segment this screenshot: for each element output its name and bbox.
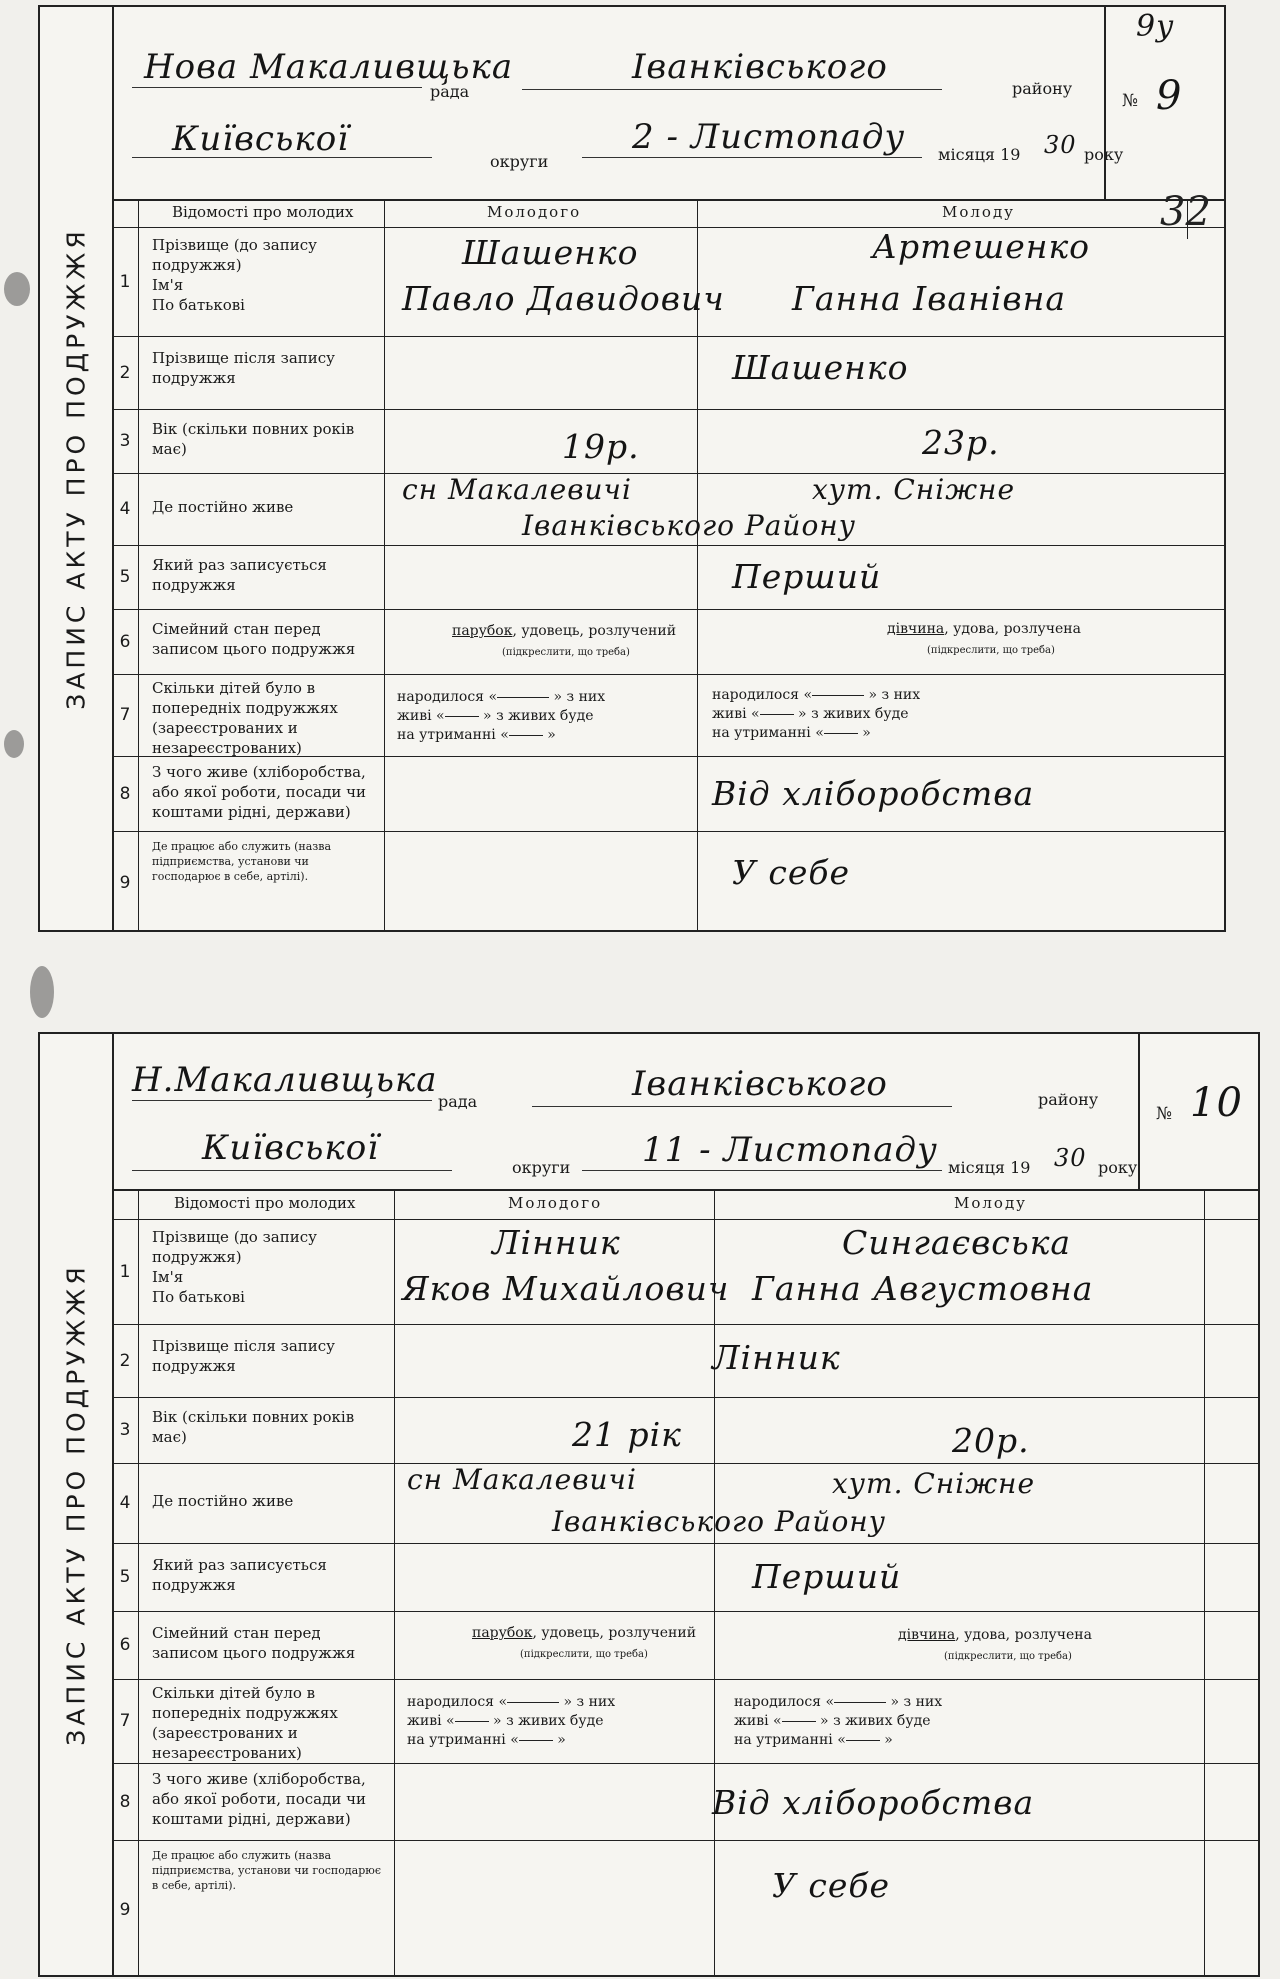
joint-surname: Лінник bbox=[712, 1338, 841, 1377]
groom-marital-selected: парубок bbox=[452, 623, 513, 639]
supported-label: на утриманні « bbox=[712, 725, 824, 741]
groom-age: 21 рік bbox=[572, 1415, 682, 1454]
bride-residence: хут. Сніжне bbox=[832, 1467, 1036, 1500]
born-dash bbox=[834, 1702, 886, 1703]
ink-blot bbox=[30, 966, 54, 1018]
row-number: 6 bbox=[119, 631, 131, 652]
record-header-1 bbox=[112, 7, 1224, 201]
of-them-label: » з них bbox=[868, 687, 921, 703]
row-number: 9 bbox=[119, 1899, 131, 1920]
row-question: Який раз записується подружжя bbox=[152, 556, 327, 594]
born-label: народилося « bbox=[407, 1694, 508, 1710]
row-question: Сімейний стан перед записом цього подружжя bbox=[152, 620, 356, 658]
council-line bbox=[132, 87, 422, 88]
bride-age: 20р. bbox=[952, 1421, 1030, 1460]
table-row bbox=[112, 609, 1224, 675]
council-label: рада bbox=[438, 1092, 478, 1111]
row-number: 3 bbox=[119, 431, 131, 451]
col-info-header: Відомості про молодих bbox=[172, 203, 354, 221]
of-them-label: » з них bbox=[553, 689, 606, 705]
side-title-2 bbox=[40, 1034, 114, 1975]
close-quote: » bbox=[557, 1732, 566, 1748]
row-number: 8 bbox=[119, 1791, 131, 1812]
row-number: 2 bbox=[119, 362, 131, 383]
groom-marital-options: парубок, удовець, розлучений bbox=[452, 623, 677, 639]
marriage-count: Перший bbox=[732, 557, 882, 596]
table-row bbox=[112, 409, 1224, 474]
table-row bbox=[112, 473, 1224, 546]
ink-blot bbox=[4, 272, 30, 306]
bride-age: 23р. bbox=[922, 423, 1000, 462]
region-value: Київської bbox=[202, 1128, 380, 1168]
district-line bbox=[532, 1106, 952, 1107]
bride-name: Ганна Августовна bbox=[752, 1269, 1094, 1308]
row-question: З чого живе (хліборобства, або якої роботи, посади чи коштами рідні, держави) bbox=[152, 1770, 367, 1828]
row-question: Де працює або служить (назва підприємства, установи чи господарює в себе, артілі). bbox=[152, 1849, 381, 1892]
bride-marital-options: дівчина, удова, розлучена bbox=[898, 1627, 1092, 1643]
supported-dash bbox=[824, 733, 858, 734]
born-dash bbox=[497, 697, 549, 698]
of-alive-label: » з живих буде bbox=[820, 1713, 931, 1729]
table-row bbox=[112, 756, 1224, 832]
alive-dash bbox=[455, 1721, 489, 1722]
table-row bbox=[112, 1543, 1258, 1612]
side-title-text: ЗАПИС АКТУ ПРО ПОДРУЖЖЯ bbox=[61, 1263, 91, 1746]
bride-marital-selected: дівчина bbox=[898, 1627, 956, 1643]
bride-surname: Артешенко bbox=[872, 227, 1091, 266]
row-number: 7 bbox=[119, 705, 131, 725]
row-number: 4 bbox=[119, 499, 131, 519]
table-row bbox=[112, 1324, 1258, 1398]
alive-dash bbox=[782, 1721, 816, 1722]
bride-residence: хут. Сніжне bbox=[812, 473, 1016, 506]
workplace: У себе bbox=[732, 853, 851, 892]
groom-children bbox=[407, 1693, 615, 1750]
year-label: року bbox=[1084, 145, 1124, 164]
marriage-record-form-1 bbox=[38, 5, 1226, 932]
month-label: місяця 19 bbox=[938, 145, 1021, 164]
groom-marital-options: парубок, удовець, розлучений bbox=[472, 1625, 697, 1641]
occupation: Від хліборобства bbox=[712, 774, 1035, 813]
groom-name: Павло Давидович bbox=[402, 279, 725, 318]
born-dash bbox=[812, 695, 864, 696]
supported-dash bbox=[519, 1740, 553, 1741]
row-question: Скільки дітей було в попередніх подружжях (зареєстрованих и незареєстрованих) bbox=[152, 1684, 338, 1762]
alive-label: живі « bbox=[712, 706, 760, 722]
row-number: 6 bbox=[119, 1635, 131, 1655]
marriage-record-form-2 bbox=[38, 1032, 1260, 1977]
row-number: 3 bbox=[119, 1420, 131, 1440]
groom-surname: Лінник bbox=[492, 1223, 621, 1262]
supported-label: на утриманні « bbox=[407, 1732, 519, 1748]
row-question: Скільки дітей було в попередніх подружжях (зареєстрованих и незареєстрованих) bbox=[152, 679, 338, 757]
record-number: 9 bbox=[1156, 73, 1183, 119]
close-quote: » bbox=[884, 1732, 893, 1748]
record-number-box bbox=[1104, 7, 1224, 199]
table-row bbox=[112, 1219, 1258, 1325]
table-row bbox=[112, 227, 1224, 337]
district-value: Іванківського bbox=[632, 1064, 888, 1104]
district-value: Іванківського bbox=[632, 47, 888, 87]
close-quote: » bbox=[862, 725, 871, 741]
row-number: 1 bbox=[119, 1261, 131, 1282]
col-groom-header: Молодого bbox=[487, 203, 582, 221]
date-line bbox=[582, 1170, 942, 1171]
table-row bbox=[112, 1840, 1258, 1979]
row-number: 5 bbox=[119, 567, 131, 587]
alive-dash bbox=[445, 716, 479, 717]
groom-surname: Шашенко bbox=[462, 233, 639, 272]
groom-age: 19р. bbox=[562, 427, 640, 466]
col-bride-header: Молоду bbox=[954, 1194, 1028, 1212]
record-table-2 bbox=[112, 1189, 1258, 1975]
row-question: Прізвище (до запису подружжя) Ім'я По батькові bbox=[152, 1228, 317, 1306]
council-value: Н.Макаливщька bbox=[132, 1060, 438, 1100]
record-header-2 bbox=[112, 1034, 1258, 1191]
alive-dash bbox=[760, 714, 794, 715]
margin-mark: 32 bbox=[1160, 189, 1211, 235]
table-header-row bbox=[112, 1189, 1258, 1220]
groom-name: Яков Михайлович bbox=[402, 1269, 730, 1308]
of-alive-label: » з живих буде bbox=[483, 708, 594, 724]
groom-marital-hint: (підкреслити, що треба) bbox=[502, 647, 630, 658]
supported-label: на утриманні « bbox=[397, 727, 509, 743]
row-number: 5 bbox=[119, 1567, 131, 1587]
council-label: рада bbox=[430, 82, 470, 101]
alive-label: живі « bbox=[734, 1713, 782, 1729]
table-row bbox=[112, 831, 1224, 934]
groom-residence: сн Макалевичі bbox=[402, 473, 632, 506]
row-number: 7 bbox=[119, 1711, 131, 1731]
row-question: Прізвище (до запису подружжя) Ім'я По батькові bbox=[152, 236, 317, 314]
bride-surname: Сингаєвська bbox=[842, 1223, 1072, 1262]
bride-marital-hint: (підкреслити, що треба) bbox=[927, 645, 1055, 656]
number-label: № bbox=[1156, 1104, 1173, 1124]
region-label: округи bbox=[490, 152, 549, 171]
council-line bbox=[132, 1100, 432, 1101]
table-row bbox=[112, 674, 1224, 757]
date-value: 2 - Листопаду bbox=[632, 117, 906, 157]
council-value: Нова Макаливщька bbox=[144, 47, 514, 87]
region-value: Київської bbox=[172, 119, 350, 159]
side-title-1 bbox=[40, 7, 114, 930]
date-line bbox=[582, 157, 922, 158]
table-row bbox=[112, 1397, 1258, 1464]
table-row bbox=[112, 1463, 1258, 1544]
joint-surname: Шашенко bbox=[732, 348, 909, 387]
groom-children bbox=[397, 688, 605, 745]
residence-district: Іванківського Району bbox=[522, 509, 856, 542]
row-number: 2 bbox=[119, 1350, 131, 1371]
year-value: 30 bbox=[1044, 131, 1077, 159]
table-row bbox=[112, 545, 1224, 610]
table-header-row bbox=[112, 199, 1224, 228]
of-them-label: » з них bbox=[563, 1694, 616, 1710]
col-info-header: Відомості про молодих bbox=[174, 1194, 356, 1212]
row-question: Де постійно живе bbox=[152, 1492, 294, 1510]
born-label: народилося « bbox=[712, 687, 813, 703]
month-label: місяця 19 bbox=[948, 1158, 1031, 1177]
region-line bbox=[132, 1170, 452, 1171]
bride-marital-selected: дівчина bbox=[887, 621, 945, 637]
table-row bbox=[112, 1611, 1258, 1680]
number-label: № bbox=[1122, 91, 1139, 111]
groom-marital-hint: (підкреслити, що треба) bbox=[520, 1649, 648, 1660]
born-label: народилося « bbox=[734, 1694, 835, 1710]
alive-label: живі « bbox=[407, 1713, 455, 1729]
groom-marital-selected: парубок bbox=[472, 1625, 533, 1641]
workplace: У себе bbox=[772, 1866, 891, 1905]
col-bride-header: Молоду bbox=[942, 203, 1016, 221]
occupation: Від хліборобства bbox=[712, 1783, 1035, 1822]
col-groom-header: Молодого bbox=[508, 1194, 603, 1212]
year-label: року bbox=[1098, 1158, 1138, 1177]
side-title-text: ЗАПИС АКТУ ПРО ПОДРУЖЖЯ bbox=[61, 227, 91, 710]
bride-name: Ганна Іванівна bbox=[792, 279, 1066, 318]
row-question: Сімейний стан перед записом цього подружжя bbox=[152, 1624, 356, 1662]
table-row bbox=[112, 1679, 1258, 1764]
alive-label: живі « bbox=[397, 708, 445, 724]
row-question: Де працює або служить (назва підприємства, установи чи господарює в себе, артілі). bbox=[152, 840, 332, 883]
region-label: округи bbox=[512, 1158, 571, 1177]
date-value: 11 - Листопаду bbox=[642, 1130, 938, 1170]
district-line bbox=[522, 89, 942, 90]
corner-note: 9у bbox=[1136, 9, 1175, 44]
row-question: Прізвище після запису подружжя bbox=[152, 1337, 335, 1375]
region-line bbox=[132, 157, 432, 158]
supported-dash bbox=[509, 735, 543, 736]
row-number: 9 bbox=[119, 872, 131, 893]
row-number: 1 bbox=[119, 271, 131, 292]
table-row bbox=[112, 336, 1224, 410]
of-alive-label: » з живих буде bbox=[798, 706, 909, 722]
residence-district: Іванківського Району bbox=[552, 1505, 886, 1538]
year-value: 30 bbox=[1054, 1144, 1087, 1172]
born-dash bbox=[507, 1702, 559, 1703]
of-alive-label: » з живих буде bbox=[493, 1713, 604, 1729]
born-label: народилося « bbox=[397, 689, 498, 705]
record-number: 10 bbox=[1190, 1080, 1243, 1126]
district-label: району bbox=[1038, 1090, 1099, 1109]
close-quote: » bbox=[547, 727, 556, 743]
row-question: Вік (скільки повних років має) bbox=[152, 420, 355, 458]
row-question: Де постійно живе bbox=[152, 498, 294, 516]
of-them-label: » з них bbox=[890, 1694, 943, 1710]
bride-children bbox=[712, 686, 920, 743]
bride-children bbox=[734, 1693, 942, 1750]
row-question: Вік (скільки повних років має) bbox=[152, 1408, 355, 1446]
row-question: Прізвище після запису подружжя bbox=[152, 349, 335, 387]
row-number: 8 bbox=[119, 783, 131, 804]
groom-residence: сн Макалевичі bbox=[407, 1463, 637, 1496]
record-table-1 bbox=[112, 199, 1224, 930]
row-question: З чого живе (хліборобства, або якої роботи, посади чи коштами рідні, держави) bbox=[152, 763, 367, 821]
table-row bbox=[112, 1763, 1258, 1841]
supported-dash bbox=[846, 1740, 880, 1741]
district-label: району bbox=[1012, 79, 1073, 98]
record-number-box bbox=[1138, 1034, 1258, 1189]
ink-blot bbox=[4, 730, 24, 758]
row-question: Який раз записується подружжя bbox=[152, 1556, 327, 1594]
row-number: 4 bbox=[119, 1493, 131, 1513]
bride-marital-hint: (підкреслити, що треба) bbox=[944, 1651, 1072, 1662]
marriage-count: Перший bbox=[752, 1557, 902, 1596]
supported-label: на утриманні « bbox=[734, 1732, 846, 1748]
bride-marital-options: дівчина, удова, розлучена bbox=[887, 621, 1081, 637]
